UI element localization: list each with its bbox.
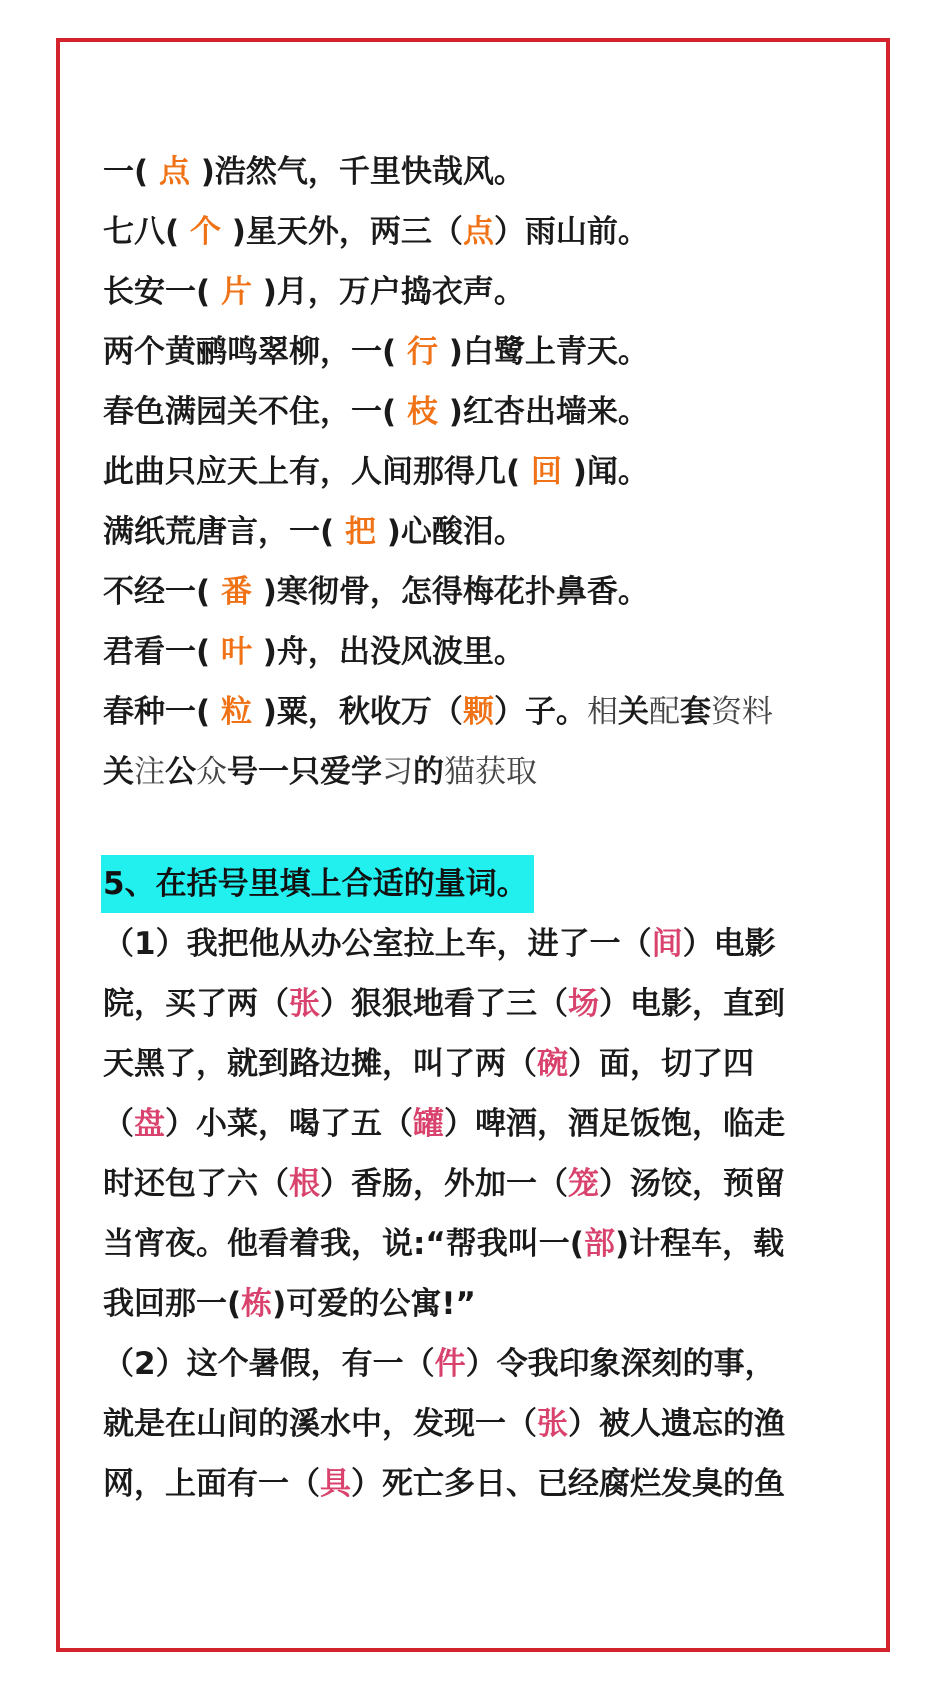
answer-word: 盘	[134, 1106, 165, 1142]
item-text: （	[103, 1106, 134, 1142]
item1-line-4	[103, 1094, 863, 1154]
poem-text: )闻。	[561, 454, 649, 490]
item-text: ）电影，直到	[599, 986, 785, 1022]
spacer	[103, 802, 863, 854]
item-text: 就是在山间的溪水中，发现一（	[103, 1406, 537, 1442]
answer-word: 片	[220, 274, 252, 310]
poem-text: 七八(	[103, 214, 190, 250]
item-text: ）香肠，外加一（	[320, 1166, 568, 1202]
promo-text: 关	[617, 694, 649, 730]
poem-line-3	[103, 262, 863, 322]
poem-line-9	[103, 622, 863, 682]
promo-text: 相	[586, 694, 618, 730]
item-text: 时还包了六（	[103, 1166, 289, 1202]
item-text: )计程车，载	[614, 1226, 785, 1262]
answer-word: 个	[189, 214, 221, 250]
poem-text: ）子。	[493, 694, 587, 730]
answer-word: 具	[320, 1466, 351, 1502]
worksheet-content	[103, 142, 863, 1514]
item-text: （1）我把他从办公室拉上车，进了一（	[103, 926, 652, 962]
answer-word: 回	[530, 454, 562, 490]
answer-word: 颗	[462, 694, 494, 730]
item-text: ）被人遗忘的渔	[568, 1406, 785, 1442]
answer-word: 张	[537, 1406, 568, 1442]
poem-text: 此曲只应天上有，人间那得几(	[103, 454, 531, 490]
answer-word: 张	[289, 986, 320, 1022]
answer-word: 件	[434, 1346, 466, 1382]
answer-word: 叶	[220, 634, 252, 670]
poem-text: )舟，出没风波里。	[251, 634, 525, 670]
poem-text: 不经一(	[103, 574, 221, 610]
item-text: ）死亡多日、已经腐烂发臭的鱼	[351, 1466, 785, 1502]
poem-text: 春种一(	[103, 694, 221, 730]
promo-text: 的	[413, 754, 444, 790]
section-title: 5、在括号里填上合适的量词。	[101, 855, 534, 913]
answer-word: 栋	[241, 1286, 273, 1322]
item-text: )可爱的公寓!”	[272, 1286, 476, 1322]
item1-line-5	[103, 1154, 863, 1214]
poem-text: 一(	[103, 154, 159, 190]
promo-text: 注	[134, 754, 165, 790]
answer-word: 把	[344, 514, 376, 550]
promo-text: 公	[165, 754, 196, 790]
poem-line-2	[103, 202, 863, 262]
promo-text: 猫获取	[444, 754, 537, 790]
item-text: （2）这个暑假，有一（	[103, 1346, 435, 1382]
promo-text: 资料	[710, 694, 773, 730]
poem-text: 长安一(	[103, 274, 221, 310]
poem-text: )心酸泪。	[375, 514, 525, 550]
item-text: 天黑了，就到路边摊，叫了两（	[103, 1046, 537, 1082]
item-text: ）令我印象深刻的事，	[465, 1346, 776, 1382]
poem-text: )浩然气，千里快哉风。	[189, 154, 525, 190]
poem-text: )红杏出墙来。	[437, 394, 649, 430]
answer-word: 间	[651, 926, 683, 962]
item-text: ）汤饺，预留	[599, 1166, 785, 1202]
answer-word: 部	[583, 1226, 615, 1262]
answer-word: 场	[568, 986, 599, 1022]
poem-text: ）雨山前。	[493, 214, 649, 250]
answer-word: 枝	[406, 394, 438, 430]
poem-line-6	[103, 442, 863, 502]
poem-line-1	[103, 142, 863, 202]
answer-word: 笼	[568, 1166, 599, 1202]
poem-text: )寒彻骨，怎得梅花扑鼻香。	[251, 574, 649, 610]
promo-line	[103, 742, 863, 802]
poem-text: 满纸荒唐言，一(	[103, 514, 345, 550]
answer-word: 行	[406, 334, 438, 370]
item-text: 当宵夜。他看着我，说:“帮我叫一(	[103, 1226, 584, 1262]
item2-line-1	[103, 1334, 863, 1394]
item1-line-3	[103, 1034, 863, 1094]
poem-line-10	[103, 682, 863, 742]
answer-word: 点	[462, 214, 494, 250]
item-text: ）狠狠地看了三（	[320, 986, 568, 1022]
item2-line-2	[103, 1394, 863, 1454]
promo-text: 号一只爱学	[227, 754, 382, 790]
poem-line-4	[103, 322, 863, 382]
poem-text: )月，万户捣衣声。	[251, 274, 525, 310]
poem-text: )粟，秋收万（	[251, 694, 463, 730]
item-text: ）啤酒，酒足饭饱，临走	[444, 1106, 785, 1142]
promo-text: 配	[648, 694, 680, 730]
poem-text: 两个黄鹂鸣翠柳，一(	[103, 334, 407, 370]
promo-text: 关	[103, 754, 134, 790]
item-text: ）面，切了四	[568, 1046, 754, 1082]
poem-text: )白鹭上青天。	[437, 334, 649, 370]
item-text: 我回那一(	[103, 1286, 242, 1322]
answer-word: 点	[158, 154, 190, 190]
promo-text: 众	[196, 754, 227, 790]
item-text: 网，上面有一（	[103, 1466, 320, 1502]
item1-line-2	[103, 974, 863, 1034]
item1-line-1	[103, 914, 863, 974]
item-text: ）电影	[682, 926, 776, 962]
poem-line-7	[103, 502, 863, 562]
section-title-row	[103, 854, 863, 914]
promo-text: 套	[679, 694, 711, 730]
answer-word: 粒	[220, 694, 252, 730]
poem-text: )星天外，两三（	[220, 214, 463, 250]
poem-line-8	[103, 562, 863, 622]
item1-line-7	[103, 1274, 863, 1334]
poem-line-5	[103, 382, 863, 442]
answer-word: 根	[289, 1166, 320, 1202]
promo-text: 习	[382, 754, 413, 790]
item2-line-3	[103, 1454, 863, 1514]
answer-word: 罐	[413, 1106, 444, 1142]
answer-word: 碗	[537, 1046, 568, 1082]
item1-line-6	[103, 1214, 863, 1274]
item-text: ）小菜，喝了五（	[165, 1106, 413, 1142]
answer-word: 番	[220, 574, 252, 610]
poem-text: 春色满园关不住，一(	[103, 394, 407, 430]
item-text: 院，买了两（	[103, 986, 289, 1022]
poem-text: 君看一(	[103, 634, 221, 670]
